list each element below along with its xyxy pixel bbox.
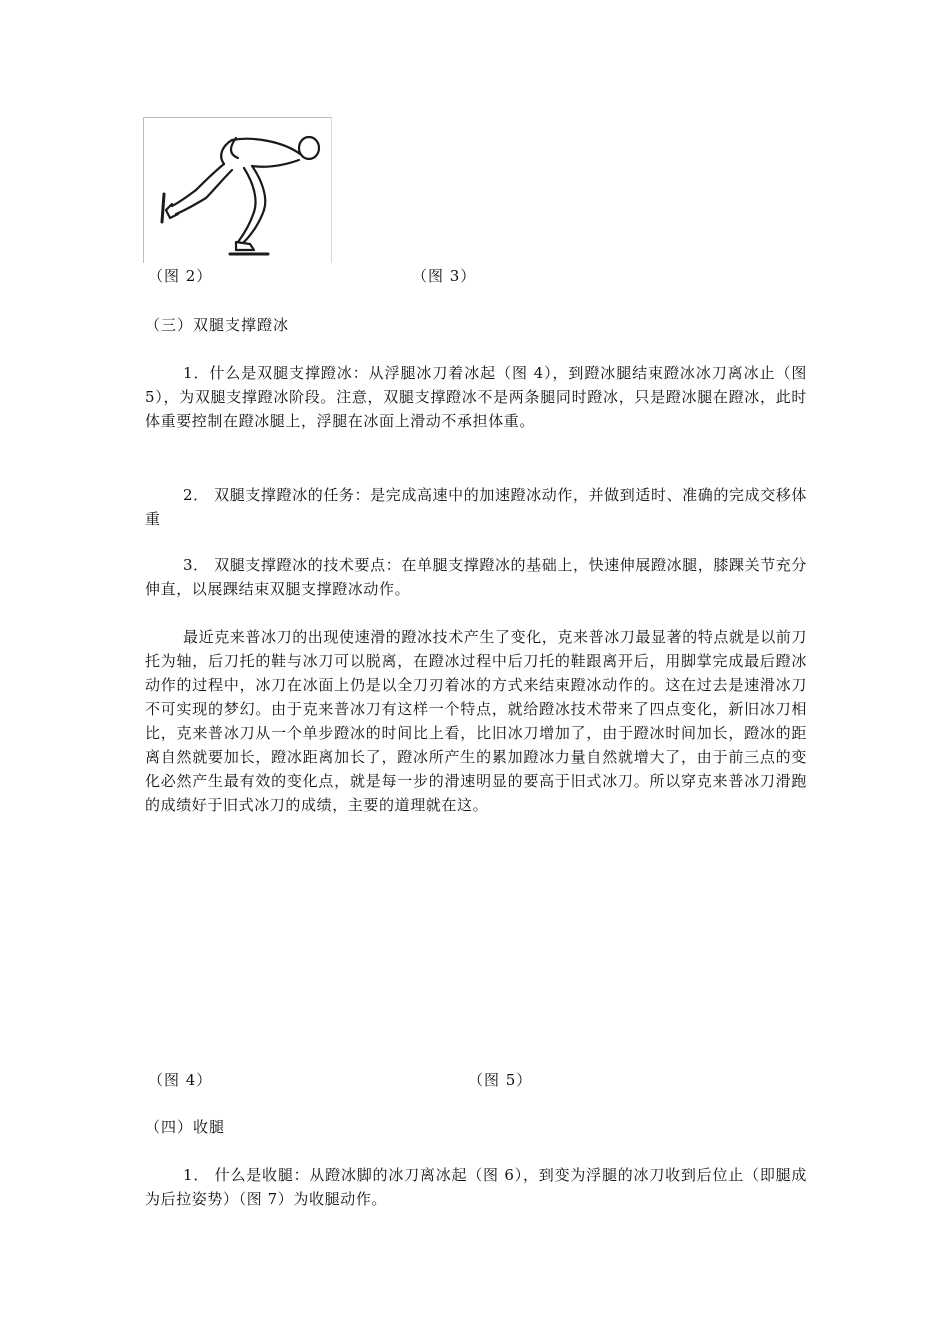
figure-2-caption: （图 2） [148,267,213,285]
figure-2-image [143,117,332,263]
section-3-paragraph-3: 3． 双腿支撑蹬冰的技术要点：在单腿支撑蹬冰的基础上，快速伸展蹬冰腿，膝踝关节充分伸直，以展踝结束双腿支撑蹬冰动作。 [145,556,807,598]
figure-4-caption: （图 4） [148,1071,213,1089]
section-3-heading: （三）双腿支撑蹬冰 [145,316,290,334]
speed-skater-drawing [144,118,333,264]
section-3-paragraph-1: 1．什么是双腿支撑蹬冰：从浮腿冰刀着冰起（图 4），到蹬冰腿结束蹬冰冰刀离冰止（图 5），为双腿支撑蹬冰阶段。注意，双腿支撑蹬冰不是两条腿同时蹬冰，只是蹬冰腿在蹬冰，此时体重要控制在蹬冰腿上，浮腿在冰面上滑动不承担体重。 [145,364,807,430]
section-3-paragraph-2: 2． 双腿支撑蹬冰的任务：是完成高速中的加速蹬冰动作，并做到适时、准确的完成交移体重 [145,486,807,528]
figure-3-caption: （图 3） [412,267,477,285]
section-4-paragraph-1: 1． 什么是收腿：从蹬冰脚的冰刀离冰起（图 6），到变为浮腿的冰刀收到后位止（即腿成为后拉姿势）（图 7）为收腿动作。 [145,1166,807,1208]
section-4-heading: （四）收腿 [145,1118,226,1136]
section-3-paragraph-4: 最近克来普冰刀的出现使速滑的蹬冰技术产生了变化，克来普冰刀最显著的特点就是以前刀托为轴，后刀托的鞋与冰刀可以脱离，在蹬冰过程中后刀托的鞋跟离开后，用脚掌完成最后蹬冰动作的过程中，冰刀在冰面上仍是以全刀刃着冰的方式来结束蹬冰动作的。这在过去是速滑冰刀不可实现的梦幻。由于克来普冰刀有这样一个特点，就给蹬冰技术带来了四点变化，新旧冰刀相比，克来普冰刀从一个单步蹬冰的时间比上看，比旧冰刀增加了，由于蹬冰时间加长，蹬冰的距离自然就要加长，蹬冰距离加长了，蹬冰所产生的累加蹬冰力量自然就增大了，由于前三点的变化必然产生最有效的变化点，就是每一步的滑速明显的要高于旧式冰刀。所以穿克来普冰刀滑跑的成绩好于旧式冰刀的成绩，主要的道理就在这。 [145,628,808,814]
figure-5-caption: （图 5） [468,1071,533,1089]
